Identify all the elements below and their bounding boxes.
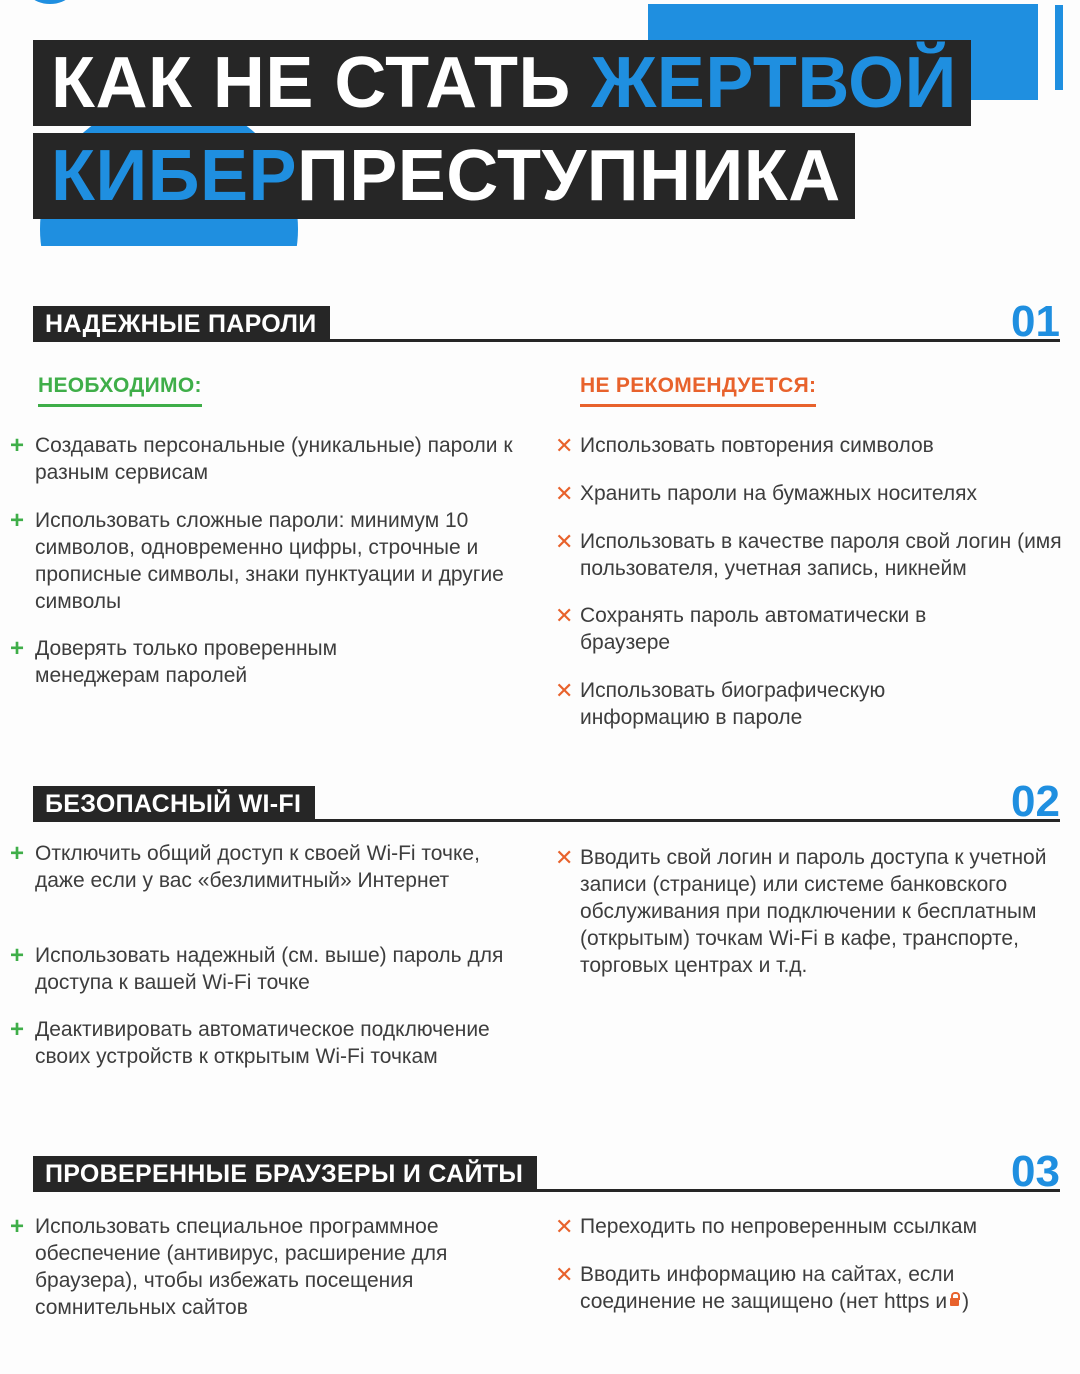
- item-text: Использовать специальное программное обеспечение (антивирус, расширение для браузера), чтобы избежать посещения сомнительных сайтов: [35, 1215, 448, 1319]
- plus-icon: +: [10, 840, 25, 867]
- section-title: БЕЗОПАСНЫЙ WI-FI: [33, 786, 315, 822]
- item-text: Хранить пароли на бумажных носителях: [580, 482, 977, 505]
- list-item: [555, 1261, 1060, 1315]
- plus-icon: +: [10, 432, 25, 459]
- item-text: Использовать в качестве пароля свой логин (имя пользователя, учетная запись, никнейм: [580, 530, 1062, 580]
- cross-icon: ✕: [555, 529, 574, 554]
- item-text: Деактивировать автоматическое подключение своих устройств к открытым Wi-Fi точкам: [35, 1018, 490, 1068]
- item-text: Сохранять пароль автоматически в браузере: [580, 604, 927, 654]
- decorative-bar: [1055, 5, 1063, 90]
- item-text: Доверять только проверенным менеджерам паролей: [35, 637, 338, 687]
- item-text: Вводить информацию на сайтах, если соединение не защищено (нет https и: [580, 1263, 955, 1313]
- list-item: [10, 840, 505, 894]
- section-header-browsers: [33, 1147, 1060, 1196]
- list-item: [555, 677, 980, 731]
- item-text-end: ): [962, 1290, 970, 1313]
- item-text: Вводить свой логин и пароль доступа к учетной записи (странице) или системе банковского обслуживания при подключении к бесплатным (открытым) точкам Wi-Fi в кафе, транспорте, торговых центрах и т.д.: [580, 846, 1047, 977]
- section-number: 02: [1011, 777, 1060, 826]
- title-highlight: ЖЕРТВОЙ: [591, 43, 957, 123]
- section-title: НАДЕЖНЫЕ ПАРОЛИ: [33, 306, 330, 342]
- list-item: [10, 432, 545, 486]
- cross-icon: ✕: [555, 1214, 574, 1239]
- list-item: [10, 942, 545, 996]
- item-text: Использовать повторения символов: [580, 434, 934, 457]
- list-item: [10, 507, 547, 615]
- section-number: 03: [1011, 1147, 1060, 1196]
- section-header-wifi: [33, 777, 1060, 826]
- list-item: [10, 635, 455, 689]
- section-title: ПРОВЕРЕННЫЕ БРАУЗЕРЫ И САЙТЫ: [33, 1156, 537, 1192]
- item-text: Переходить по непроверенным ссылкам: [580, 1215, 978, 1238]
- list-item: [10, 1016, 535, 1070]
- cross-icon: ✕: [555, 845, 574, 870]
- list-item: [555, 432, 1060, 459]
- page-title-line-1: [33, 40, 971, 126]
- item-text: Использовать надежный (см. выше) пароль для доступа к вашей Wi-Fi точке: [35, 944, 504, 994]
- plus-icon: +: [10, 635, 25, 662]
- title-text: КАК НЕ СТАТЬ: [51, 43, 592, 123]
- lock-icon: [950, 1298, 959, 1306]
- item-text: Использовать сложные пароли: минимум 10 символов, одновременно цифры, строчные и прописные символы, знаки пунктуации и другие символы: [35, 509, 504, 613]
- plus-icon: +: [10, 507, 25, 534]
- cross-icon: ✕: [555, 1262, 574, 1287]
- plus-icon: +: [10, 1016, 25, 1043]
- cross-icon: ✕: [555, 433, 574, 458]
- plus-icon: +: [10, 1213, 25, 1240]
- decorative-circle-top: [18, 0, 82, 4]
- plus-icon: +: [10, 942, 25, 969]
- list-item: [555, 602, 1000, 656]
- list-item: [555, 844, 1080, 979]
- list-item: [555, 528, 1080, 582]
- title-text: ПРЕСТУПНИКА: [297, 136, 841, 216]
- item-text: Создавать персональные (уникальные) пароли к разным сервисам: [35, 434, 513, 484]
- page-title-line-2: [33, 133, 855, 219]
- title-highlight: КИБЕР: [51, 136, 297, 216]
- item-text: Использовать биографическую информацию в пароле: [580, 679, 886, 729]
- section-number: 01: [1011, 297, 1060, 346]
- cross-icon: ✕: [555, 678, 574, 703]
- list-item: [555, 480, 1080, 507]
- do-header: НЕОБХОДИМО:: [38, 374, 202, 407]
- section-header-passwords: [33, 297, 1060, 346]
- list-item: [555, 1213, 1080, 1240]
- dont-header: НЕ РЕКОМЕНДУЕТСЯ:: [580, 374, 816, 407]
- list-item: [10, 1213, 535, 1321]
- item-text: Отключить общий доступ к своей Wi-Fi точке, даже если у вас «безлимитный» Интернет: [35, 842, 480, 892]
- cross-icon: ✕: [555, 481, 574, 506]
- cross-icon: ✕: [555, 603, 574, 628]
